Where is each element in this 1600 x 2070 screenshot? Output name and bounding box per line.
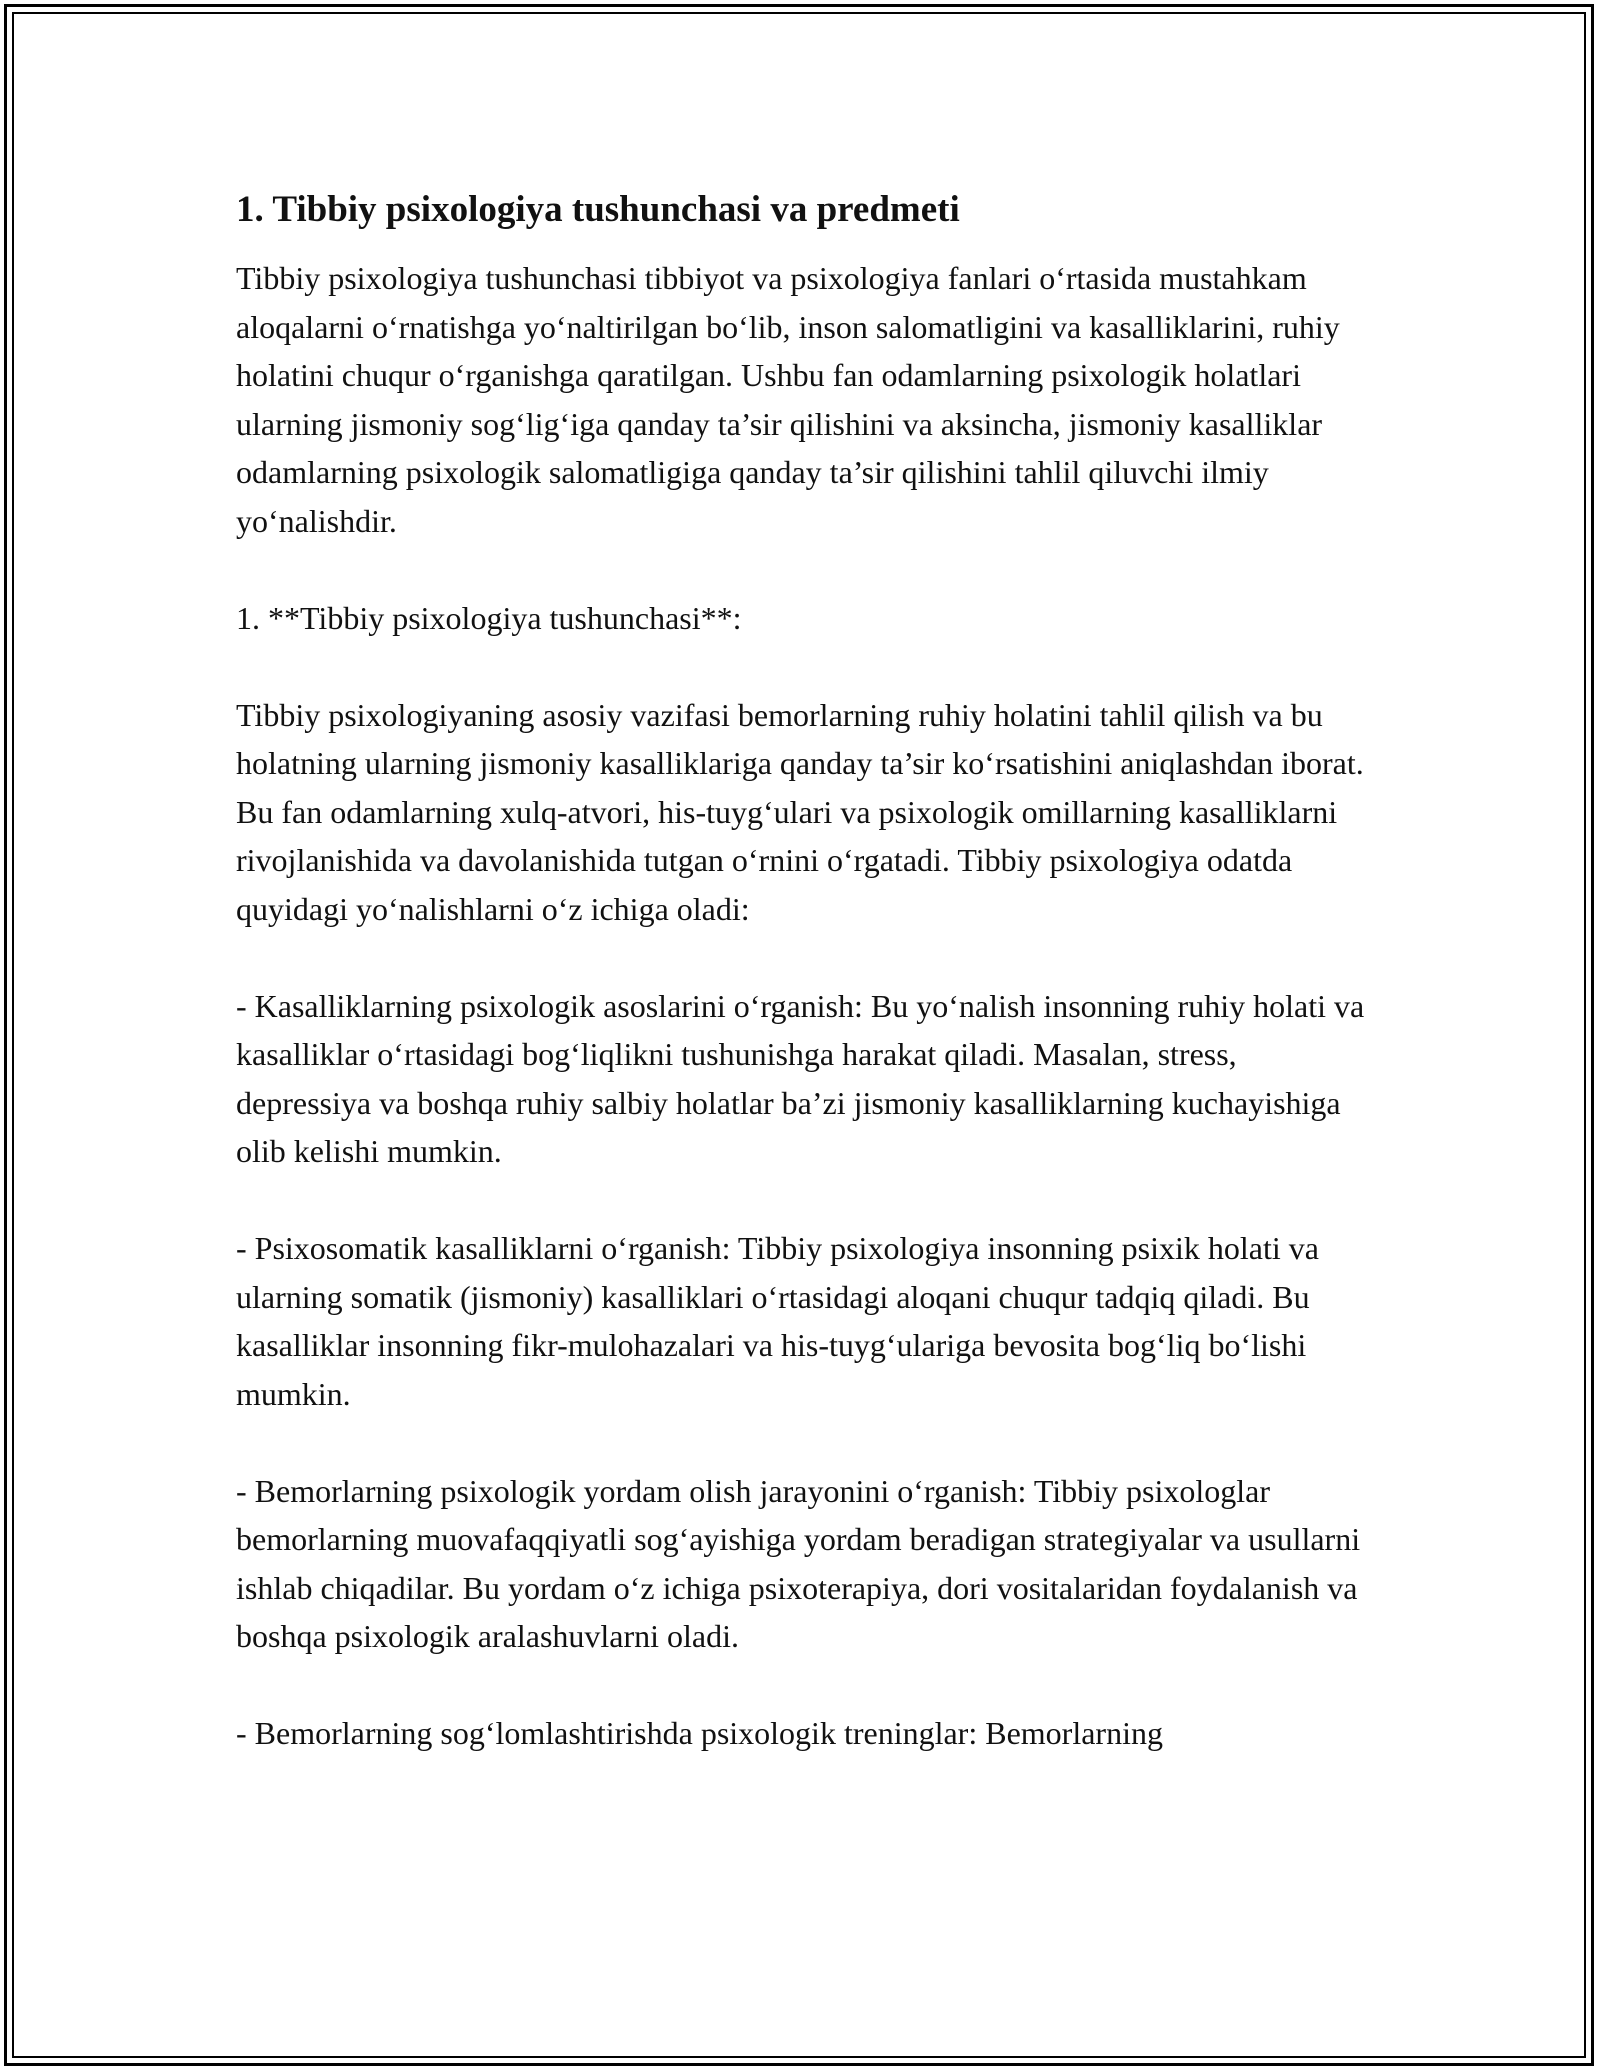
list-item-psychological-basis: - Kasalliklarning psixologik asoslarini o‘rganish: Bu yo‘nalish insonning ruhiy holati va kasalliklar o‘rtasidagi bog‘liqlikni tushunishga harakat qiladi. Masalan, stress, depressiya va boshqa ruhiy salbiy holatlar ba’zi jismoniy kasalliklarning kuchayishiga olib kelishi mumkin. <box>236 987 1365 1169</box>
document-body <box>236 186 1376 1806</box>
paragraph-intro: Tibbiy psixologiya tushunchasi tibbiyot va psixologiya fanlari o‘rtasida mustahkam aloqalarni o‘rnatishga yo‘naltirilgan bo‘lib, inson salomatligini va kasalliklarini, ruhiy holatini chuqur o‘rganishga qaratilgan. Ushbu fan odamlarning psixologik holatlari ularning jismoniy sog‘lig‘iga qanday ta’sir qilishini va aksincha, jismoniy kasalliklar odamlarning psixologik salomatligiga qanday ta’sir qilishini tahlil qiluvchi ilmiy yo‘nalishdir. <box>236 260 1340 539</box>
list-item-psychological-help: - Bemorlarning psixologik yordam olish jarayonini o‘rganish: Tibbiy psixologlar bemorlarning muovafaqqiyatli sog‘ayishiga yordam beradigan strategiyalar va usullarni ishlab chiqadilar. Bu yordam o‘z ichiga psixoterapiya, dori vositalaridan foydalanish va boshqa psixologik aralashuvlarni oladi. <box>236 1472 1361 1654</box>
section-heading: 1. Tibbiy psixologiya tushunchasi va predmeti <box>236 189 960 230</box>
paragraph-subheading: 1. **Tibbiy psixologiya tushunchasi**: <box>236 599 742 636</box>
list-item-psychosomatic: - Psixosomatik kasalliklarni o‘rganish: Tibbiy psixologiya insonning psixik holati va ularning somatik (jismoniy) kasalliklari o‘rtasidagi aloqani chuqur tadqiq qiladi. Bu kasalliklar insonning fikr-mulohazalari va his-tuyg‘ulariga bevosita bog‘liq bo‘lishi mumkin. <box>236 1230 1319 1412</box>
paragraph-main-task: Tibbiy psixologiyaning asosiy vazifasi bemorlarning ruhiy holatini tahlil qilish va bu holatning ularning jismoniy kasalliklariga qanday ta’sir ko‘rsatishini aniqlashdan iborat. Bu fan odamlarning xulq-atvori, his-tuyg‘ulari va psixologik omillarning kasalliklarni rivojlanishida va davolanishida tutgan o‘rnini o‘rgatadi. Tibbiy psixologiya odatda quyidagi yo‘nalishlarni o‘z ichiga oladi: <box>236 696 1364 927</box>
list-item-trainings: - Bemorlarning sog‘lomlashtirishda psixologik treninglar: Bemorlarning <box>236 1715 1163 1751</box>
